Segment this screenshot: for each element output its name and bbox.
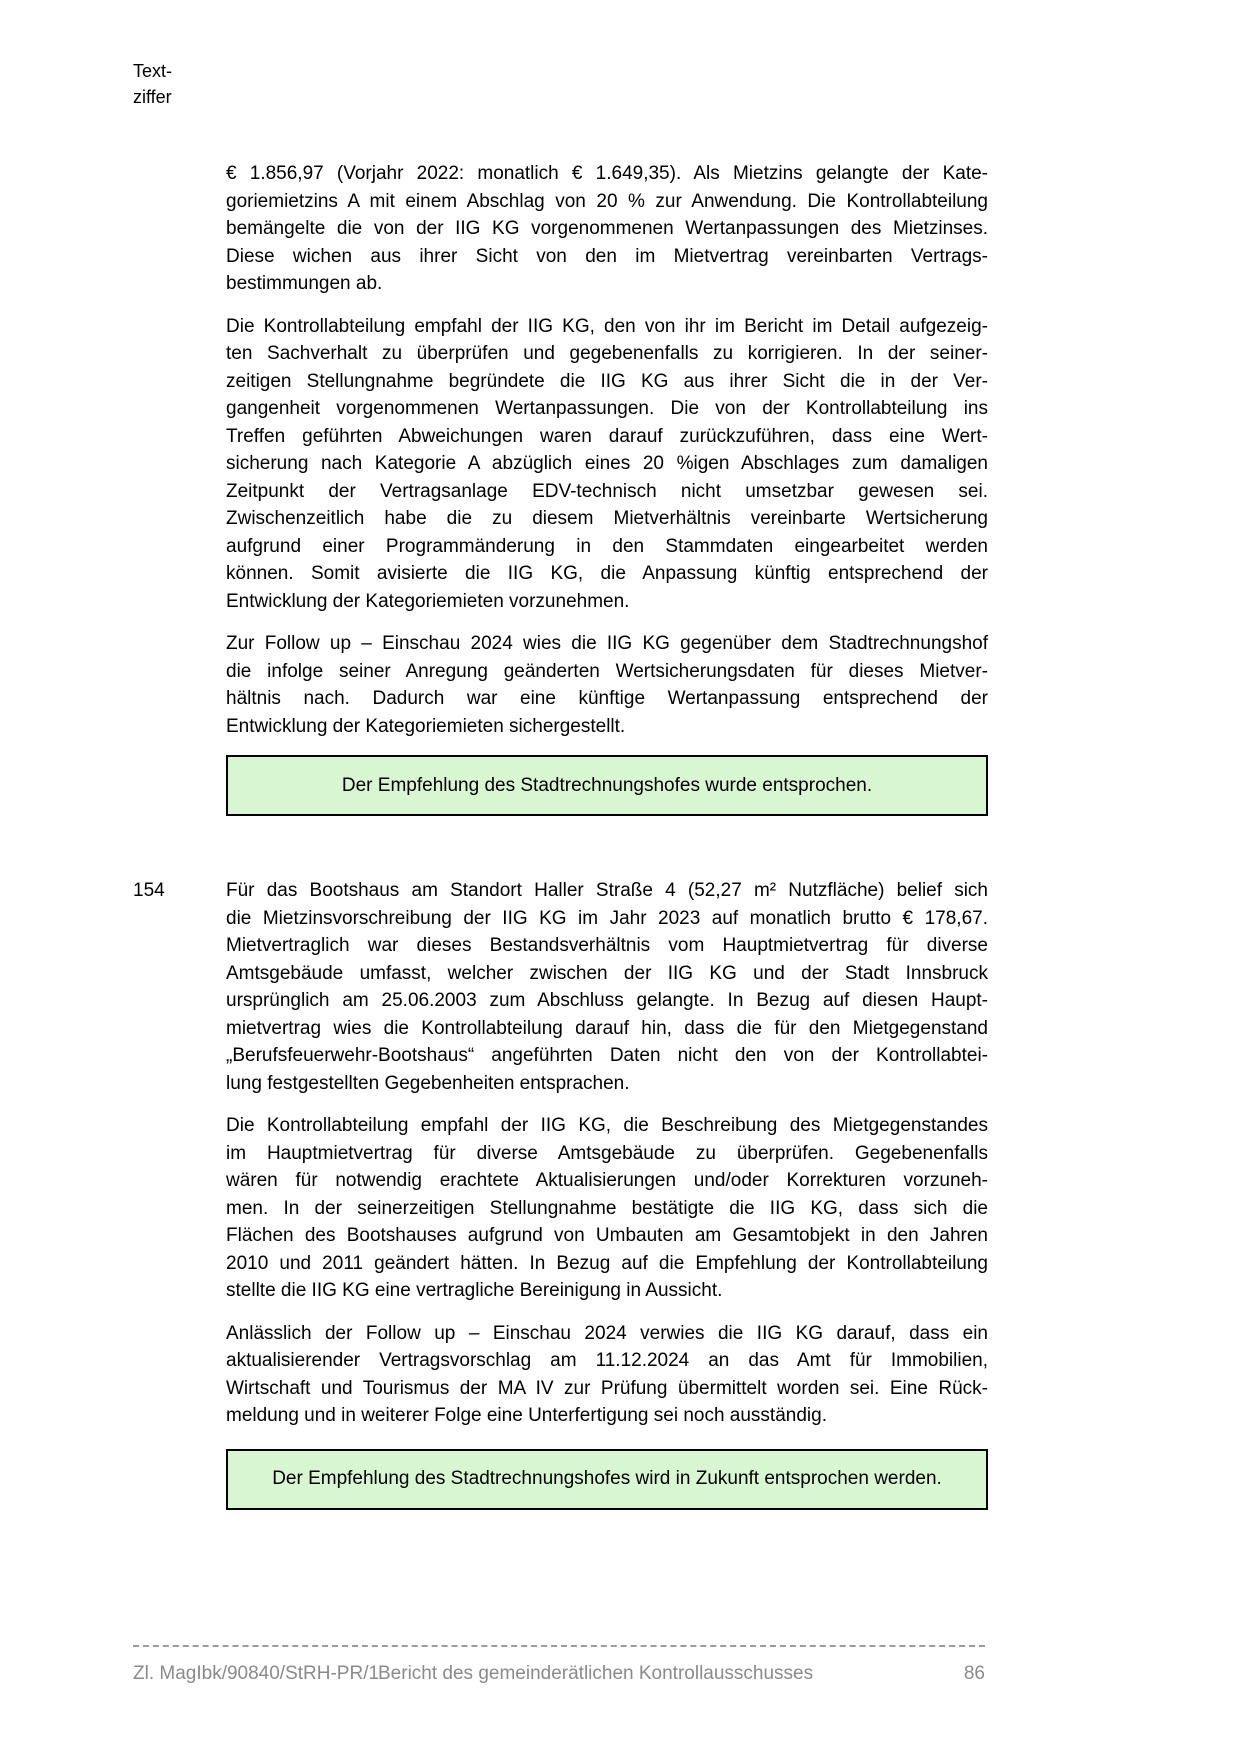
text-line: 2010 und 2011 geändert hätten. In Bezug auf die Empfehlung der Kontrollabteilung	[226, 1252, 988, 1274]
recommendation-status-box	[226, 1449, 988, 1510]
text-line: Entwicklung der Kategoriemieten vorzunehmen.	[226, 590, 630, 612]
text-line: Amtsgebäude umfasst, welcher zwischen der IIG KG und der Stadt Innsbruck	[226, 962, 988, 984]
body-text-column	[133, 160, 988, 1510]
text-line: goriemietzins A mit einem Abschlag von 20 % zur Anwendung. Die Kontrollabteilung	[226, 190, 988, 212]
footer-text-row	[133, 1661, 985, 1687]
text-line: bestimmungen ab.	[226, 273, 383, 294]
text-line: die Mietzinsvorschreibung der IIG KG im Jahr 2023 auf monatlich brutto € 178,67.	[226, 907, 988, 929]
recommendation-status-box	[226, 755, 988, 816]
text-line: Flächen des Bootshauses aufgrund von Umbauten am Gesamtobjekt in den Jahren	[226, 1225, 988, 1246]
text-line: hältnis nach. Dadurch war eine künftige Wertanpassung entsprechend der	[226, 688, 988, 709]
recommendation-status-text: Der Empfehlung des Stadtrechnungshofes wird in Zukunft entsprochen werden.	[272, 1468, 942, 1490]
paragraph-empfehlung-mietgegenstand	[226, 1112, 988, 1305]
text-line: Anlässlich der Follow up – Einschau 2024 verwies die IIG KG darauf, dass ein	[226, 1322, 988, 1344]
text-line: die infolge seiner Anregung geänderten Wertsicherungsdaten für dieses Mietver-	[226, 660, 988, 682]
paragraph-follow-up-vertragsvorschlag	[226, 1320, 988, 1430]
paragraph-mietzins-fortsetzung	[226, 160, 988, 298]
margin-column-header	[133, 58, 172, 110]
text-line: lung festgestellten Gegebenheiten entsprachen.	[226, 1072, 630, 1094]
text-line: Zwischenzeitlich habe die zu diesem Mietverhältnis vereinbarte Wertsicherung	[226, 508, 988, 529]
text-line: sicherung nach Kategorie A abzüglich eines 20 %igen Abschlages zum damaligen	[226, 453, 988, 474]
text-line: ten Sachverhalt zu überprüfen und gegebenenfalls zu korrigieren. In der seiner-	[226, 343, 988, 364]
footer-page-number: 86	[963, 1663, 985, 1684]
footer-report-title: Bericht des gemeinderätlichen Kontrollausschusses	[378, 1663, 814, 1684]
margin-header-line: Text-	[133, 61, 173, 81]
text-line: Für das Bootshaus am Standort Haller Straße 4 (52,27 m² Nutzfläche) belief sich	[226, 880, 988, 901]
text-line: können. Somit avisierte die IIG KG, die Anpassung künftig entsprechend der	[226, 563, 988, 584]
textziffer-number: 154	[133, 880, 165, 901]
paragraph-bootshaus	[133, 877, 988, 1097]
text-line: Die Kontrollabteilung empfahl der IIG KG, den von ihr im Bericht im Detail aufgezeig-	[226, 315, 988, 337]
text-line: aufgrund einer Programmänderung in den Stammdaten eingearbeitet werden	[226, 535, 988, 557]
footer-reference-number: Zl. MagIbk/90840/StRH-PR/1	[133, 1663, 380, 1684]
text-line: meldung und in weiterer Folge eine Unterfertigung sei noch ausständig.	[226, 1405, 827, 1426]
paragraph-follow-up-2024	[226, 630, 988, 740]
text-line: Treffen geführten Abweichungen waren darauf zurückzuführen, dass eine Wert-	[226, 425, 988, 447]
footer-divider	[133, 1645, 985, 1647]
text-line: „Berufsfeuerwehr-Bootshaus“ angeführten Daten nicht den von der Kontrollabtei-	[226, 1045, 988, 1066]
text-line: im Hauptmietvertrag für diverse Amtsgebäude zu überprüfen. Gegebenenfalls	[226, 1142, 988, 1164]
text-line: aktualisierender Vertragsvorschlag am 11.12.2024 an das Amt für Immobilien,	[226, 1350, 988, 1371]
text-line: Zur Follow up – Einschau 2024 wies die IIG KG gegenüber dem Stadtrechnungshof	[226, 633, 988, 654]
recommendation-status-text: Der Empfehlung des Stadtrechnungshofes wurde entsprochen.	[341, 774, 873, 796]
paragraph-empfehlung-wertanpassung	[226, 313, 988, 616]
text-line: Wirtschaft und Tourismus der MA IV zur Prüfung übermittelt worden sei. Eine Rück-	[226, 1377, 988, 1399]
text-line: wären für notwendig erachtete Aktualisierungen und/oder Korrekturen vorzuneh-	[226, 1170, 988, 1191]
text-line: ursprünglich am 25.06.2003 zum Abschluss gelangte. In Bezug auf diesen Haupt-	[226, 990, 988, 1011]
text-line: Mietvertraglich war dieses Bestandsverhältnis vom Hauptmietvertrag für diverse	[226, 935, 988, 956]
paragraph-bootshaus-text	[226, 877, 988, 1097]
text-line: Diese wichen aus ihrer Sicht von den im Mietvertrag vereinbarten Vertrags-	[226, 245, 988, 267]
text-line: bemängelte die von der IIG KG vorgenommenen Wertanpassungen des Mietzinses.	[226, 218, 988, 239]
text-line: Die Kontrollabteilung empfahl der IIG KG, die Beschreibung des Mietgegenstandes	[226, 1115, 988, 1136]
text-line: gangenheit vorgenommenen Wertanpassungen. Die von der Kontrollabteilung ins	[226, 398, 988, 419]
text-line: zeitigen Stellungnahme begründete die IIG KG aus ihrer Sicht die in der Ver-	[226, 370, 988, 392]
page-footer	[133, 1645, 985, 1687]
text-line: mietvertrag wies die Kontrollabteilung darauf hin, dass die für den Mietgegenstand	[226, 1017, 988, 1039]
text-line: Zeitpunkt der Vertragsanlage EDV-technisch nicht umsetzbar gewesen sei.	[226, 480, 988, 502]
text-line: Entwicklung der Kategoriemieten sichergestellt.	[226, 715, 626, 737]
text-line: € 1.856,97 (Vorjahr 2022: monatlich € 1.649,35). Als Mietzins gelangte der Kate-	[226, 163, 988, 184]
text-line: stellte die IIG KG eine vertragliche Bereinigung in Aussicht.	[226, 1280, 723, 1301]
text-line: men. In der seinerzeitigen Stellungnahme bestätigte die IIG KG, dass sich die	[226, 1197, 988, 1219]
margin-header-line: ziffer	[133, 87, 172, 107]
